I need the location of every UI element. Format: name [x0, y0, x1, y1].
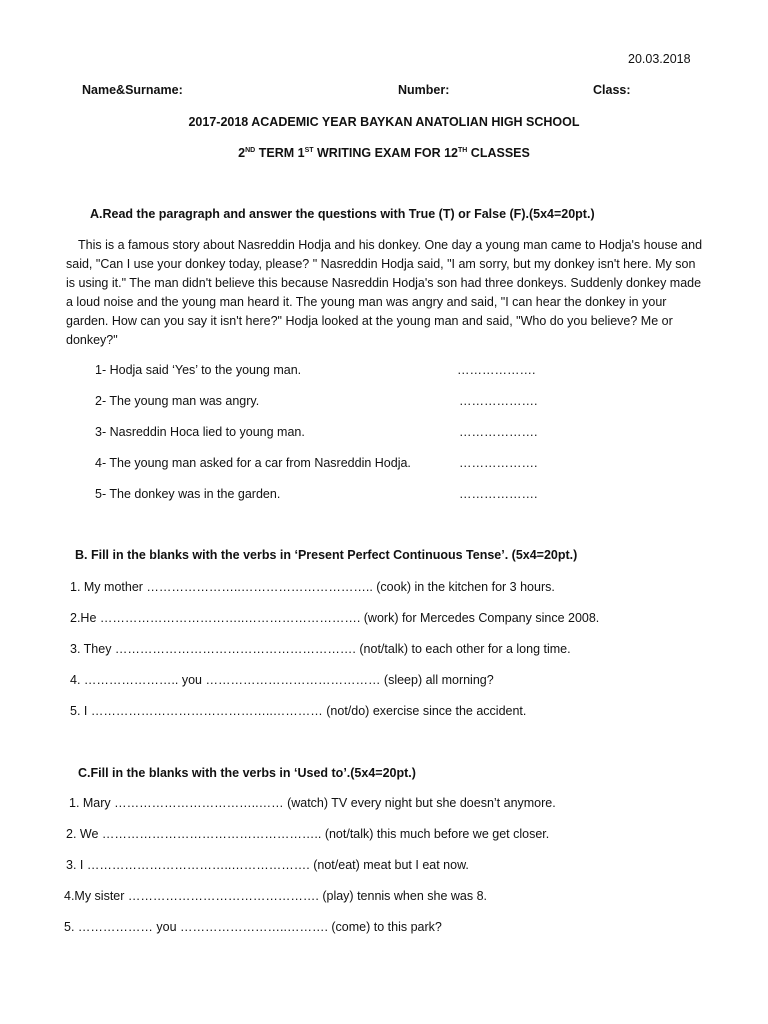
- question-text: 5- The donkey was in the garden.: [95, 487, 281, 501]
- exam-date: 20.03.2018: [628, 52, 691, 66]
- exam-school-title: 2017-2018 ACADEMIC YEAR BAYKAN ANATOLIAN HIGH SCHOOL: [188, 115, 580, 129]
- section-a-heading: A.Read the paragraph and answer the questions with True (T) or False (F).(5x4=20pt.): [90, 207, 595, 221]
- fill-in-item[interactable]: 2. We …………………………………………….. (not/talk) this much before we get closer.: [66, 827, 550, 841]
- answer-blank[interactable]: ……………….: [459, 425, 538, 439]
- title-part: WRITING EXAM FOR 12: [313, 146, 458, 160]
- fill-in-item[interactable]: 4.My sister ………………………………………. (play) tennis when she was 8.: [64, 889, 488, 903]
- fill-in-item[interactable]: 4. ………………….. you …………………………………… (sleep) all morning?: [70, 673, 494, 687]
- exam-term-title: [0, 146, 768, 160]
- fill-in-item[interactable]: 3. I ……………………………..………………. (not/eat) meat but I eat now.: [66, 858, 469, 872]
- question-text: 4- The young man asked for a car from Nasreddin Hodja.: [95, 456, 411, 470]
- question-text: 2- The young man was angry.: [95, 394, 260, 408]
- fill-in-item[interactable]: 3. They …………………………………………………. (not/talk) to each other for a long time.: [70, 642, 571, 656]
- answer-blank[interactable]: ……………….: [457, 363, 536, 377]
- answer-blank[interactable]: ……………….: [459, 456, 538, 470]
- number-label: Number:: [398, 83, 450, 97]
- title-superscript: ST: [304, 147, 314, 154]
- answer-blank[interactable]: ……………….: [459, 394, 538, 408]
- name-surname-label: Name&Surname:: [82, 83, 183, 97]
- question-text: 3- Nasreddin Hoca lied to young man.: [95, 425, 305, 439]
- fill-in-item[interactable]: 5. I ……………………………………..………… (not/do) exercise since the accident.: [70, 704, 527, 718]
- class-label: Class:: [593, 83, 631, 97]
- answer-blank[interactable]: ……………….: [459, 487, 538, 501]
- section-c-heading: C.Fill in the blanks with the verbs in ‘Used to’.(5x4=20pt.): [78, 766, 416, 780]
- section-b-heading: B. Fill in the blanks with the verbs in ‘Present Perfect Continuous Tense’. (5x4=20pt.): [75, 548, 578, 562]
- story-paragraph: [66, 236, 706, 350]
- fill-in-item[interactable]: 1. Mary ……………………………..…… (watch) TV every night but she doesn’t anymore.: [69, 796, 556, 810]
- fill-in-item[interactable]: 2.He ……………………………..………………………. (work) for Mercedes Company since 2008.: [70, 611, 600, 625]
- title-part: TERM 1: [255, 146, 305, 160]
- title-part: CLASSES: [467, 146, 530, 160]
- fill-in-item[interactable]: 1. My mother …………………..………………………….. (cook) in the kitchen for 3 hours.: [70, 580, 555, 594]
- title-superscript: ND: [245, 147, 256, 154]
- title-superscript: TH: [457, 147, 468, 154]
- title-part: 2: [238, 146, 246, 160]
- story-text: This is a famous story about Nasreddin Hodja and his donkey. One day a young man came to Hodja's house and said, "Can I use your donkey today, please? " Nasreddin Hodja said, "I am sorry, but my donkey isn't here. My son is using it." The man didn't believe this because Nasreddin Hodja's son had three donkeys. Suddenly donkey made a loud noise and the young man heard it. The young man was angry and said, "I can hear the donkey in your garden. How can you say it isn't here?" Hodja looked at the young man and said, "Who do you believe? Me or donkey?": [66, 238, 703, 347]
- fill-in-item[interactable]: 5. ……………… you ……………………..………. (come) to this park?: [64, 920, 442, 934]
- question-text: 1- Hodja said ‘Yes’ to the young man.: [95, 363, 302, 377]
